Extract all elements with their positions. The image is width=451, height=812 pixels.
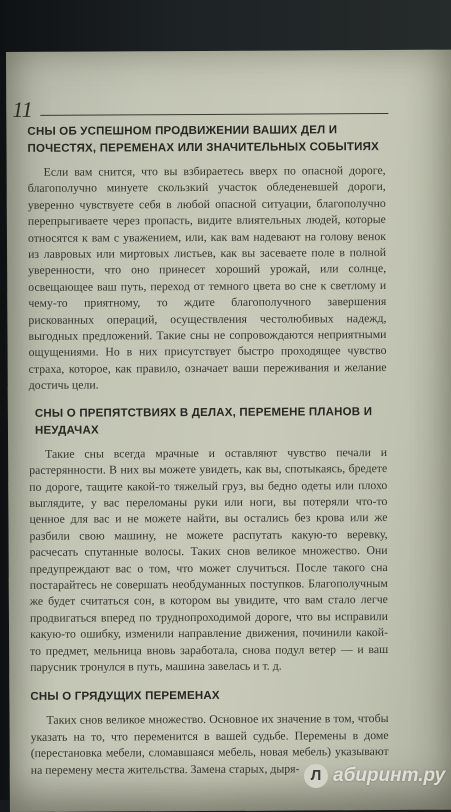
section-body-changes: Таких снов великое множество. Основное их значение в том, чтобы указать на то, что переменится в вашей судьбе. Перемены в доме (перестановка мебели, сломавшаяся мебель, новая мебель) указывают на перемену места жительства. Замена старых, дыря- — [30, 711, 389, 777]
book-page — [6, 50, 451, 812]
labirint-logo-icon: Л — [304, 764, 328, 788]
page-header — [12, 96, 392, 122]
section-body-success: Если вам снится, что вы взбираетесь вверх по опасной дороге, благополучно минуете скользкий участок обледеневшей дороги, уверенно чувствуете себя в любой опасной ситуации, благополучно перепрыгиваете через пропасть, видите влиятельных людей, которые относятся к вам с уважением, или, как вам надевают на голову венок из лавровых или миртовых листьев, как вы засеваете поле в полной уверенности, что оно принесет хороший урожай, или солнце, освещающее ваш путь, переход от темного цвета во сне к светлому и чему-то приятному, то ждите благополучного завершения рискованных операций, осуществления честолюбивых надежд, выгодных предложений. Такие сны не сопровождаются неприятными ощущениями. Но в них присутствует быстро проходящее чувство страха, которое, как правило, означает ваши переживания и желание достичь цели. — [27, 163, 387, 393]
section-heading-obstacles: СНЫ О ПРЕПЯТСТВИЯХ В ДЕЛАХ, ПЕРЕМЕНЕ ПЛАНОВ И НЕУДАЧАХ — [34, 405, 373, 437]
page-content — [27, 120, 388, 778]
section-heading-success: СНЫ ОБ УСПЕШНОМ ПРОДВИЖЕНИИ ВАШИХ ДЕЛ И ПОЧЕСТЯХ, ПЕРЕМЕНАХ ИЛИ ЗНАЧИТЕЛЬНЫХ СОБЫТИЯХ — [27, 124, 379, 155]
header-rule — [40, 113, 388, 116]
watermark-text: абиринт.ру — [333, 765, 446, 786]
section-body-obstacles: Такие сны всегда мрачные и оставляют чувство печали и растерянности. В них вы можете увидеть, как вы, спотыкаясь, бредете по дороге, тащите какой-то тяжелый груз, вы бедно одеты или плохо выглядите, у вас переломаны руки или ноги, вы потеряли что-то ценное для вас и не можете найти, вы остались без крова или же разбили свою машину, не можете распутать какую-то веревку, расчесать спутанные волосы. Таких снов великое множество. Они предупреждают вас о том, что может случиться. После такого сна постарайтесь не совершать необдуманных поступков. Благополучным же будет считаться сон, в котором вы увидите, что вам стало легче продвигаться вперед по труднопроходимой дороге, что вы исправили какую-то ошибку, изменили направление движения, починили какой-то предмет, мельница вновь заработала, снова подул ветер — и ваш парусник тронулся в путь, машина завелась и т. д. — [29, 444, 389, 674]
section-heading-changes: СНЫ О ГРЯДУЩИХ ПЕРЕМЕНАХ — [30, 690, 220, 704]
watermark — [304, 762, 445, 790]
page-number: 11 — [12, 96, 33, 122]
